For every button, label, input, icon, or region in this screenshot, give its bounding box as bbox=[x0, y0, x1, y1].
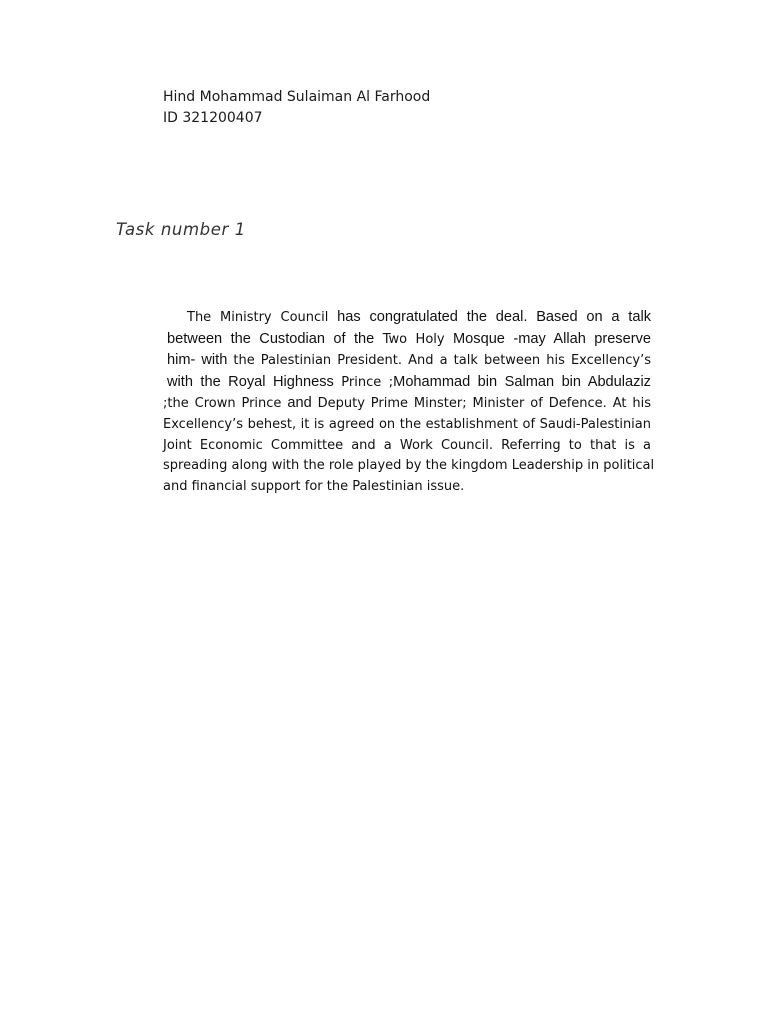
author-id: ID 321200407 bbox=[163, 110, 263, 126]
task-heading: Task number 1 bbox=[116, 220, 246, 239]
paragraph-line: between the Custodian of the Two Holy Mosque -may Allah preserve bbox=[167, 330, 651, 347]
paragraph-line: with the Royal Highness Prince ;Mohammad bin Salman bin Abdulaziz bbox=[167, 373, 651, 390]
paragraph-line: ;the Crown Prince and Deputy Prime Minster; Minister of Defence. At his bbox=[163, 395, 651, 412]
author-block bbox=[163, 87, 430, 129]
paragraph-line: spreading along with the role played by the kingdom Leadership in political bbox=[163, 458, 655, 474]
paragraph-line: Joint Economic Committee and a Work Council. Referring to that is a bbox=[163, 437, 651, 453]
paragraph-line: him- with the Palestinian President. And a talk between his Excellency’s bbox=[167, 352, 651, 369]
body-paragraph bbox=[163, 307, 655, 497]
paragraph-line: and financial support for the Palestinian issue. bbox=[163, 478, 465, 494]
paragraph-line: Excellency’s behest, it is agreed on the establishment of Saudi-Palestinian bbox=[163, 416, 651, 432]
paragraph-line: The Ministry Council has congratulated the deal. Based on a talk bbox=[187, 309, 651, 325]
author-name: Hind Mohammad Sulaiman Al Farhood bbox=[163, 89, 431, 105]
